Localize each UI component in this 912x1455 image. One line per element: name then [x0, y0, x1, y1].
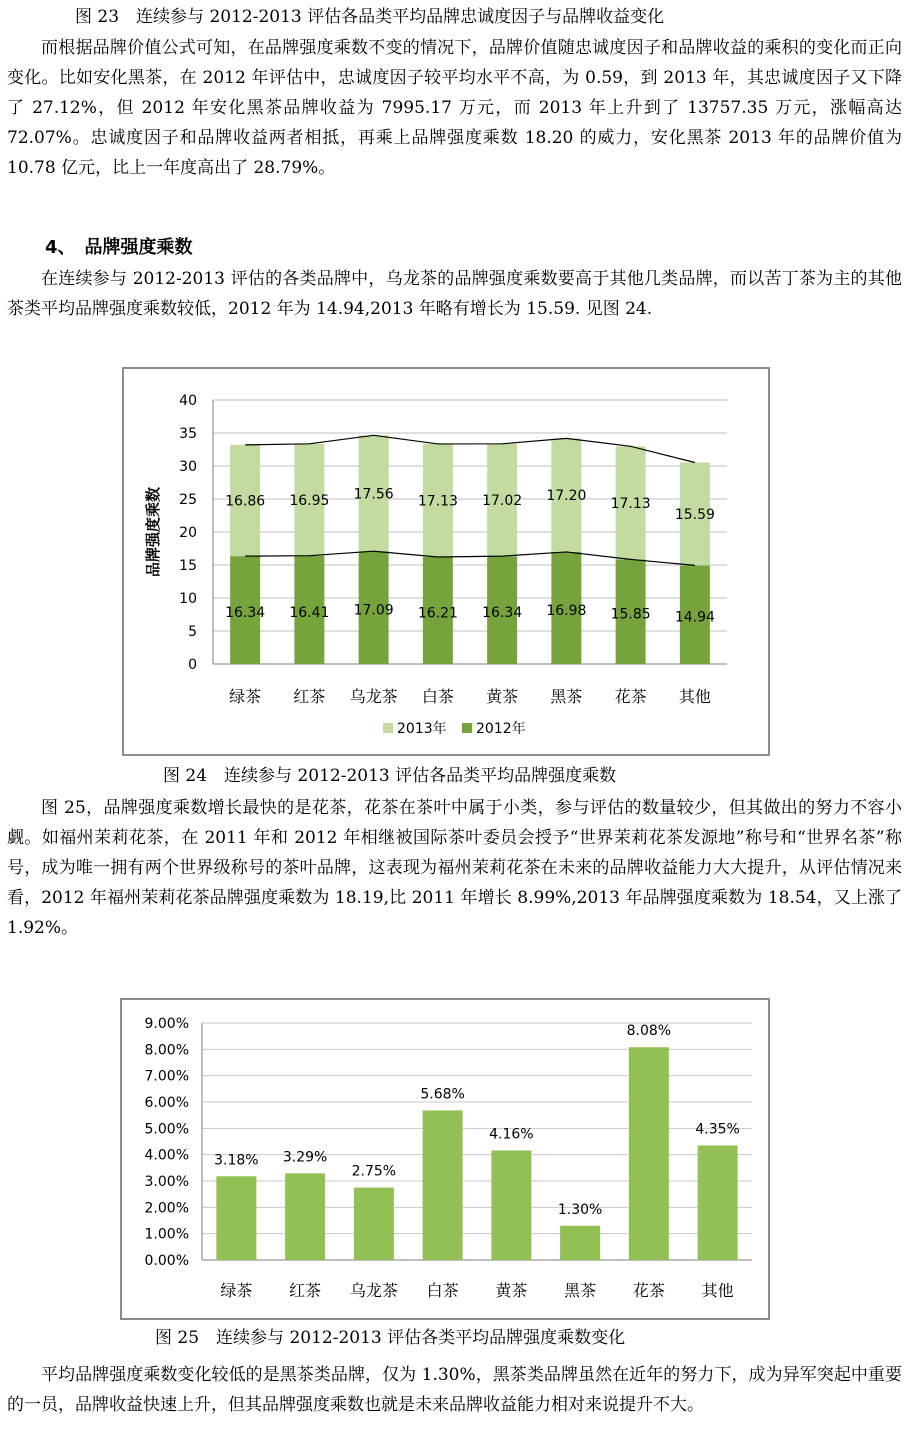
bar [423, 1110, 463, 1260]
bar [216, 1176, 256, 1260]
data-label-2013: 17.13 [417, 493, 458, 510]
x-category-label: 花茶 [614, 687, 647, 706]
paragraph-brand-strength: 在连续参与 2012-2013 评估的各类品牌中，乌龙茶的品牌强度乘数要高于其他几类品牌，而以苦丁茶为主的其他茶类平均品牌强度乘数较低，2012 年为 14.94,2013 年略有增长为 15.59. 见图 24. [7, 269, 902, 319]
bar [698, 1145, 738, 1260]
paragraph-brand-value: 而根据品牌价值公式可知，在品牌强度乘数不变的情况下，品牌价值随忠诚度因子和品牌收益的乘积的变化而正向变化。比如安化黑茶，在 2012 年评估中，忠诚度因子较平均水平不高，为 0.59，到 2013 年，其忠诚度因子又下降了 27.12%，但 2012 年安化黑茶品牌收益为 7995.17 万元，而 2013 年上升到了 13757.35 万元，涨幅高达 72.07%。忠诚度因子和品牌收益两者相抵，再乘上品牌强度乘数 18.20 的威力，安化黑茶 2013 年的品牌价值为 10.78 亿元，比上一年度高出了 28.79%。 [7, 38, 902, 178]
data-label-2013: 16.95 [289, 492, 330, 509]
legend-label-2013: 2013年 [397, 721, 447, 737]
data-label-2013: 16.86 [225, 493, 266, 510]
y-tick-label: 4.00% [144, 1147, 189, 1164]
figure25-caption: 图 25 连续参与 2012-2013 评估各类平均品牌强度乘数变化 [155, 1328, 626, 1348]
x-category-label: 乌龙茶 [349, 1281, 398, 1300]
data-label: 3.18% [214, 1152, 259, 1169]
figure23-caption: 图 23 连续参与 2012-2013 评估各品类平均品牌忠诚度因子与品牌收益变化 [75, 7, 665, 27]
chart24-stacked-bar [124, 369, 768, 754]
data-label-2012: 16.41 [289, 604, 330, 621]
section-heading-brand-strength: 4、 品牌强度乘数 [45, 237, 193, 258]
y-tick-label: 6.00% [144, 1095, 189, 1111]
paragraph-flower-tea: 图 25，品牌强度乘数增长最快的是花茶，花茶在茶叶中属于小类，参与评估的数量较少，但其做出的努力不容小觑。如福州茉莉花茶，在 2011 年和 2012 年相继被国际茶叶委员会授予“世界茉莉花茶发源地”称号和“世界名茶”称号，成为唯一拥有两个世界级称号的茶叶品牌，这表现为福州茉莉花茶在未来的品牌收益能力大大提升，从评估情况来看，2012 年福州茉莉花茶品牌强度乘数为 18.19,比 2011 年增长 8.99%,2013 年品牌强度乘数为 18.54，又上涨了 1.92%。 [7, 798, 902, 938]
x-category-label: 黄茶 [486, 687, 519, 706]
bar [354, 1188, 394, 1260]
data-label-2012: 16.21 [417, 605, 458, 622]
y-tick-label: 0.00% [144, 1253, 189, 1269]
data-label-2012: 16.98 [546, 602, 587, 619]
y-tick-label: 40 [179, 393, 197, 409]
y-tick-label: 7.00% [144, 1068, 189, 1085]
x-category-label: 绿茶 [229, 687, 262, 706]
y-tick-label: 9.00% [144, 1016, 189, 1032]
data-label: 4.16% [489, 1126, 534, 1143]
y-tick-label: 25 [179, 492, 197, 508]
bar [491, 1150, 531, 1260]
x-category-label: 乌龙茶 [349, 687, 398, 706]
chart25-bar [122, 1000, 768, 1318]
data-label-2012: 16.34 [225, 605, 266, 622]
paragraph-dark-tea: 平均品牌强度乘数变化较低的是黑茶类品牌，仅为 1.30%，黑茶类品牌虽然在近年的努力下，成为异军突起中重要的一员，品牌收益快速上升，但其品牌强度乘数也就是未来品牌收益能力相对来说提升不大。 [7, 1365, 902, 1415]
y-tick-label: 2.00% [144, 1200, 189, 1217]
data-label-2012: 14.94 [674, 609, 715, 626]
y-tick-label: 20 [179, 525, 197, 541]
data-label-2013: 15.59 [674, 506, 715, 523]
data-label-2012: 17.09 [353, 602, 394, 619]
data-label-2012: 15.85 [610, 606, 651, 623]
figure24-caption: 图 24 连续参与 2012-2013 评估各品类平均品牌强度乘数 [163, 766, 617, 786]
bar [560, 1226, 600, 1260]
x-category-label: 黑茶 [564, 1281, 597, 1300]
data-label-2013: 17.20 [546, 488, 587, 505]
data-label: 4.35% [695, 1121, 740, 1138]
data-label: 2.75% [351, 1163, 397, 1180]
x-category-label: 白茶 [426, 1281, 459, 1300]
data-label-2012: 16.34 [482, 605, 523, 622]
x-category-label: 黑茶 [550, 687, 583, 706]
data-label: 3.29% [282, 1149, 328, 1166]
y-tick-label: 0 [188, 657, 197, 673]
data-label-2013: 17.02 [482, 492, 523, 509]
x-category-label: 其他 [678, 687, 711, 706]
data-label: 8.08% [626, 1023, 672, 1040]
x-category-label: 红茶 [289, 1281, 322, 1300]
data-label-2013: 17.13 [610, 495, 651, 512]
y-tick-label: 3.00% [144, 1174, 189, 1190]
x-category-label: 白茶 [421, 687, 454, 706]
x-category-label: 红茶 [293, 687, 326, 706]
chart25-frame [120, 998, 770, 1320]
bar [629, 1047, 669, 1260]
y-tick-label: 15 [179, 558, 197, 574]
y-tick-label: 5 [188, 624, 197, 640]
data-label-2013: 17.56 [353, 486, 394, 503]
data-label: 5.68% [420, 1086, 465, 1103]
x-category-label: 花茶 [632, 1281, 665, 1300]
y-tick-label: 35 [179, 426, 197, 442]
bar [285, 1173, 325, 1260]
y-tick-label: 30 [179, 459, 197, 475]
legend-swatch-2012 [462, 723, 472, 733]
data-label: 1.30% [557, 1201, 603, 1218]
chart24-frame [122, 367, 770, 756]
y-tick-label: 8.00% [144, 1042, 189, 1059]
x-category-label: 其他 [701, 1281, 734, 1300]
x-category-label: 绿茶 [220, 1281, 253, 1300]
y-tick-label: 1.00% [144, 1226, 189, 1243]
y-axis-title: 品牌强度乘数 [144, 486, 162, 578]
y-tick-label: 10 [179, 591, 197, 607]
legend-label-2012: 2012年 [476, 721, 526, 737]
legend-swatch-2013 [383, 723, 393, 733]
y-tick-label: 5.00% [144, 1121, 189, 1138]
x-category-label: 黄茶 [495, 1281, 528, 1300]
